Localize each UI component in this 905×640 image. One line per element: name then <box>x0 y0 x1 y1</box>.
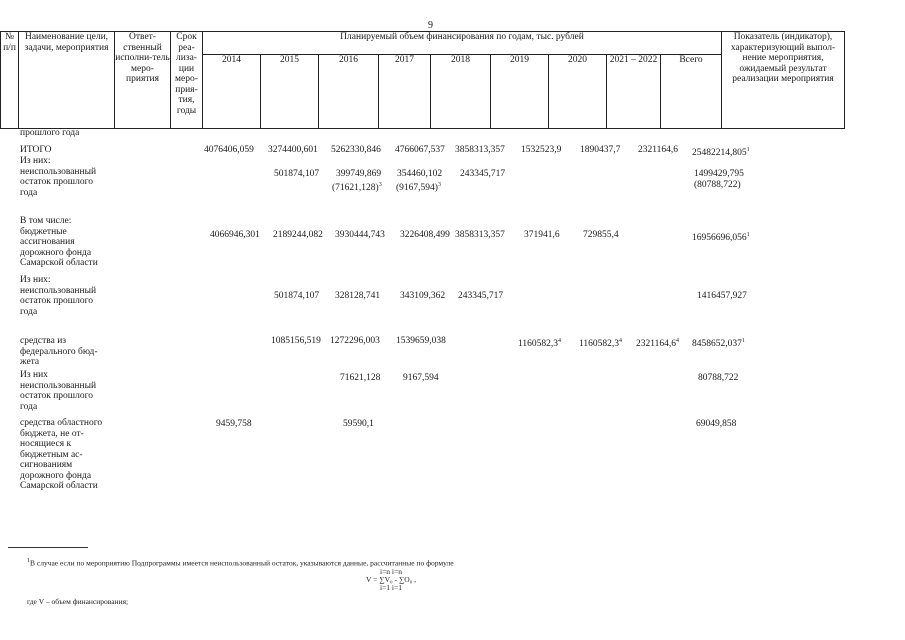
row-label-federal: средства из федерального бюд-жета <box>20 336 98 367</box>
cell-federal-2019: 1160582,3$^4$ <box>518 338 562 350</box>
header-col-indicator: Показатель (индикатор), характеризующий выпол-нение мероприятия, ожидаемый результат реализации мероприятия <box>722 32 845 129</box>
cell-road-2014: 4066946,301 <box>210 230 260 240</box>
cell-unused3-2016: 71621,128 <box>340 373 381 383</box>
cell-unused2-2015: 501874,107 <box>274 291 320 301</box>
row-label-unused-3: Из них неиспользованный остаток прошлого года <box>20 370 97 412</box>
cell-total-2018: 3858313,357 <box>455 145 505 155</box>
cell-unused2-2018: 243345,717 <box>458 291 504 301</box>
row-label-total: ИТОГО <box>20 145 52 155</box>
cell-total-2020: 1890437,7 <box>580 145 621 155</box>
cell-unused2-2017: 343109,362 <box>400 291 446 301</box>
row-label-road-fund: В том числе: бюджетные ассигнования дорожного фонда Самарской области <box>20 216 98 268</box>
footnote-where: где V – объем финансирования; <box>27 597 129 606</box>
cell-regional-2016: 59590,1 <box>343 419 374 429</box>
cell-unused1-2015: 501874,107 <box>274 169 320 179</box>
header-year-2016: 2016 <box>319 55 379 129</box>
cell-total-2017: 4766067,537 <box>395 145 445 155</box>
cell-unused1-2018: 243345,717 <box>460 169 506 179</box>
cell-total-2016: 5262330,846 <box>331 145 381 155</box>
cell-federal-2017: 1539659,038 <box>396 336 446 346</box>
cell-unused3-2017: 9167,594 <box>403 373 439 383</box>
header-col-responsible: Ответ-ственный исполни-тель меро-приятия <box>115 32 171 129</box>
cell-road-total: 16956696,056$^1$ <box>692 232 750 244</box>
header-col-term: Срок реа-лиза-ции меро-прия-тия, годы <box>171 32 203 129</box>
carry-over-text: прошлого года <box>20 128 80 138</box>
header-year-2014: 2014 <box>203 55 261 129</box>
cell-total-all: 25482214,805$^1$ <box>692 147 750 159</box>
header-year-2020: 2020 <box>549 55 607 129</box>
cell-regional-total: 69049,858 <box>696 419 737 429</box>
row-label-unused-2: Из них: неиспользованный остаток прошлого года <box>20 275 97 317</box>
cell-unused3-total: 80788,722 <box>698 373 739 383</box>
table-header <box>0 31 845 129</box>
footnote-separator <box>8 547 88 548</box>
cell-road-2017: 3226408,499 <box>400 230 450 240</box>
cell-unused1-total: 1499429,795 <box>694 169 744 179</box>
cell-unused1-2016: 399749,869 <box>336 169 382 179</box>
cell-road-2018: 3858313,357 <box>455 230 505 240</box>
cell-road-2016: 3930444,743 <box>335 230 385 240</box>
header-year-2018: 2018 <box>431 55 491 129</box>
header-total: Всего <box>661 55 722 129</box>
header-col-name: Наименование цели, задачи, мероприятия <box>19 32 115 129</box>
cell-total-2019: 1532523,9 <box>521 145 562 155</box>
row-label-regional: средства областного бюджета, не от-носящиеся к бюджетным ас-сигнованиям дорожного фонда Самарской области <box>20 418 103 491</box>
cell-regional-2014: 9459,758 <box>216 419 252 429</box>
cell-total-2021: 2321164,6 <box>638 145 679 155</box>
cell-unused1-total-b: (80788,722) <box>694 180 741 190</box>
header-year-2019: 2019 <box>491 55 549 129</box>
header-col-planned-funding: Планируемый объем финансирования по годам, тыс. рублей <box>203 32 722 55</box>
cell-road-2015: 2189244,082 <box>273 230 323 240</box>
cell-unused2-2016: 328128,741 <box>335 291 381 301</box>
cell-federal-2016: 1272296,003 <box>330 336 380 346</box>
footnote-formula: i=n i=n V = ∑V₀ - ∑O₀ , i=1 i=1 <box>365 567 416 592</box>
cell-unused2-total: 1416457,927 <box>697 291 747 301</box>
cell-federal-total: 8458652,037$^1$ <box>692 338 745 350</box>
cell-federal-2021: 2321164,6$^4$ <box>636 338 680 350</box>
cell-unused1-2017: 354460,102 <box>397 169 443 179</box>
header-year-2021-2022: 2021 – 2022 <box>607 55 661 129</box>
header-col-number: № п/п <box>1 32 19 129</box>
header-year-2015: 2015 <box>261 55 319 129</box>
cell-federal-2015: 1085156,519 <box>271 336 321 346</box>
cell-unused1-2017-b: $(9167,594)^3$ <box>396 182 441 194</box>
page-number: 9 <box>428 20 433 31</box>
cell-road-2020: 729855,4 <box>583 230 619 240</box>
row-label-unused-1: Из них: неиспользованный остаток прошлого года <box>20 156 97 198</box>
cell-road-2019: 371941,6 <box>524 230 560 240</box>
header-year-2017: 2017 <box>379 55 431 129</box>
cell-total-2014: 4076406,059 <box>204 145 254 155</box>
cell-federal-2020: 1160582,3$^4$ <box>579 338 623 350</box>
cell-total-2015: 3274400,601 <box>268 145 318 155</box>
cell-unused1-2016-b: $(71621,128)^3$ <box>332 182 382 194</box>
footnote-1: $^1$В случае если по мероприятию Подпрограммы имеется неиспользованный остаток, указываются данные, рассчитанные по формуле <box>27 558 454 568</box>
